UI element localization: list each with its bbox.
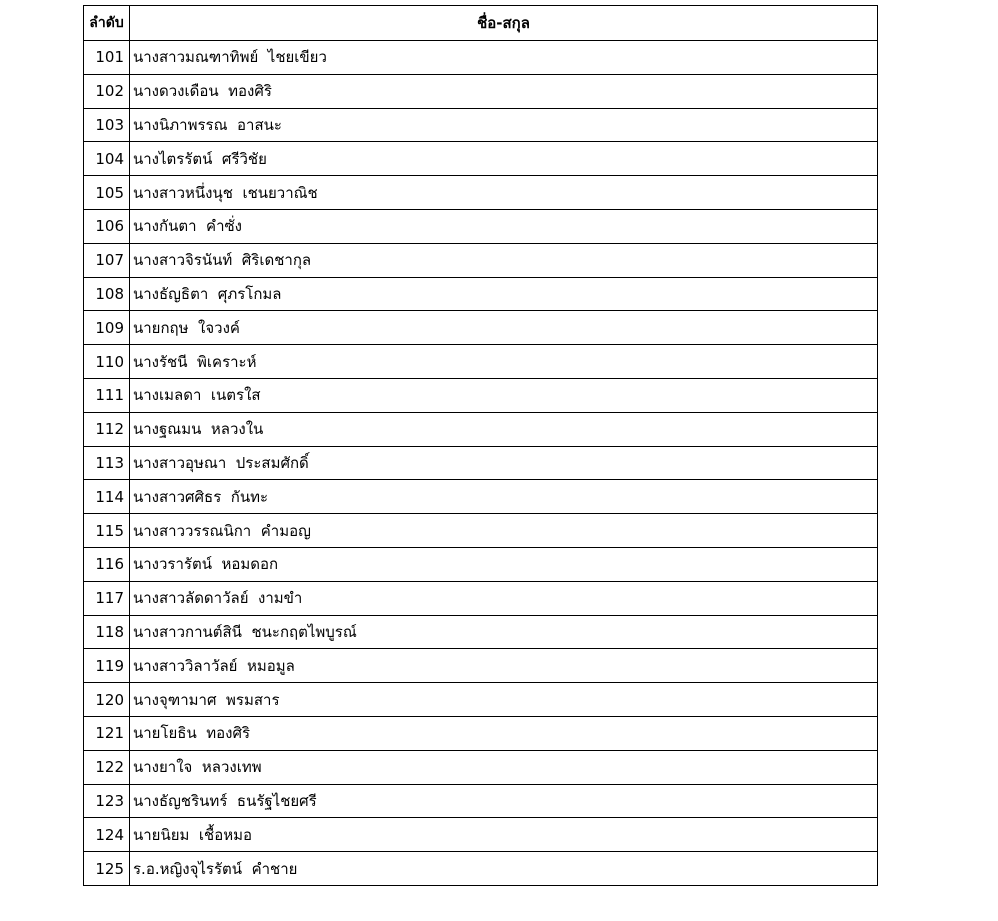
row-full-name: นางวรารัตน์ หอมดอก [130,547,878,581]
row-full-name: นางสาวกานต์สินี ชนะกฤตไพบูรณ์ [130,615,878,649]
row-number: 105 [84,176,130,210]
row-number: 123 [84,784,130,818]
row-number: 103 [84,108,130,142]
row-number: 119 [84,649,130,683]
table-row [84,716,878,750]
row-number: 109 [84,311,130,345]
row-full-name: นางสาววรรณนิกา คำมอญ [130,514,878,548]
table-row [84,514,878,548]
table-row [84,243,878,277]
row-full-name: นางไตรรัตน์ ศรีวิชัย [130,142,878,176]
row-number: 108 [84,277,130,311]
row-number: 124 [84,818,130,852]
table-row [84,41,878,75]
table-row [84,142,878,176]
row-full-name: นางสาวมณฑาทิพย์ ไชยเขียว [130,41,878,75]
row-full-name: นางธัญธิตา ศุภรโกมล [130,277,878,311]
table-row [84,547,878,581]
row-full-name: นางสาวจิรนันท์ ศิริเดชากุล [130,243,878,277]
table-row [84,784,878,818]
row-number: 104 [84,142,130,176]
row-full-name: นางสาวอุษณา ประสมศักดิ์ [130,446,878,480]
row-number: 110 [84,345,130,379]
table-row [84,412,878,446]
table-row [84,345,878,379]
row-number: 122 [84,750,130,784]
row-full-name: นายกฤษ ใจวงค์ [130,311,878,345]
row-number: 114 [84,480,130,514]
name-list-table-container [83,5,877,886]
table-row [84,649,878,683]
row-number: 113 [84,446,130,480]
table-row [84,581,878,615]
row-full-name: นายโยธิน ทองศิริ [130,716,878,750]
row-full-name: นางเมลดา เนตรใส [130,378,878,412]
row-number: 118 [84,615,130,649]
row-number: 112 [84,412,130,446]
row-number: 111 [84,378,130,412]
row-full-name: นางสาวลัดดาวัลย์ งามขำ [130,581,878,615]
table-row [84,74,878,108]
row-full-name: นางยาใจ หลวงเทพ [130,750,878,784]
table-row [84,818,878,852]
table-row [84,176,878,210]
row-full-name: นายนิยม เชื้อหมอ [130,818,878,852]
row-full-name: นางสาวศศิธร กันทะ [130,480,878,514]
row-number: 117 [84,581,130,615]
row-full-name: นางนิภาพรรณ อาสนะ [130,108,878,142]
table-row [84,683,878,717]
row-full-name: นางรัชนี พิเคราะห์ [130,345,878,379]
table-row [84,480,878,514]
row-full-name: นางดวงเดือน ทองศิริ [130,74,878,108]
row-full-name: นางธัญชรินทร์ ธนรัฐไชยศรี [130,784,878,818]
table-row [84,378,878,412]
row-full-name: นางจุฑามาศ พรมสาร [130,683,878,717]
table-row [84,311,878,345]
row-full-name: นางสาวหนึ่งนุช เชนยวาณิช [130,176,878,210]
table-row [84,750,878,784]
name-list-table [83,5,878,886]
row-number: 107 [84,243,130,277]
row-full-name: นางสาววิลาวัลย์ หมอมูล [130,649,878,683]
row-number: 121 [84,716,130,750]
header-row [84,6,878,41]
row-full-name: นางกันตา คำซั่ง [130,209,878,243]
row-number: 101 [84,41,130,75]
row-full-name: ร.อ.หญิงจุไรรัตน์ คำชาย [130,852,878,886]
table-row [84,446,878,480]
row-number: 120 [84,683,130,717]
table-row [84,108,878,142]
row-number: 106 [84,209,130,243]
column-header-order: ลำดับ [84,6,130,41]
table-row [84,852,878,886]
column-header-name: ชื่อ-สกุล [130,6,878,41]
row-full-name: นางฐณมน หลวงใน [130,412,878,446]
row-number: 116 [84,547,130,581]
row-number: 125 [84,852,130,886]
table-row [84,615,878,649]
table-row [84,277,878,311]
row-number: 102 [84,74,130,108]
table-row [84,209,878,243]
row-number: 115 [84,514,130,548]
